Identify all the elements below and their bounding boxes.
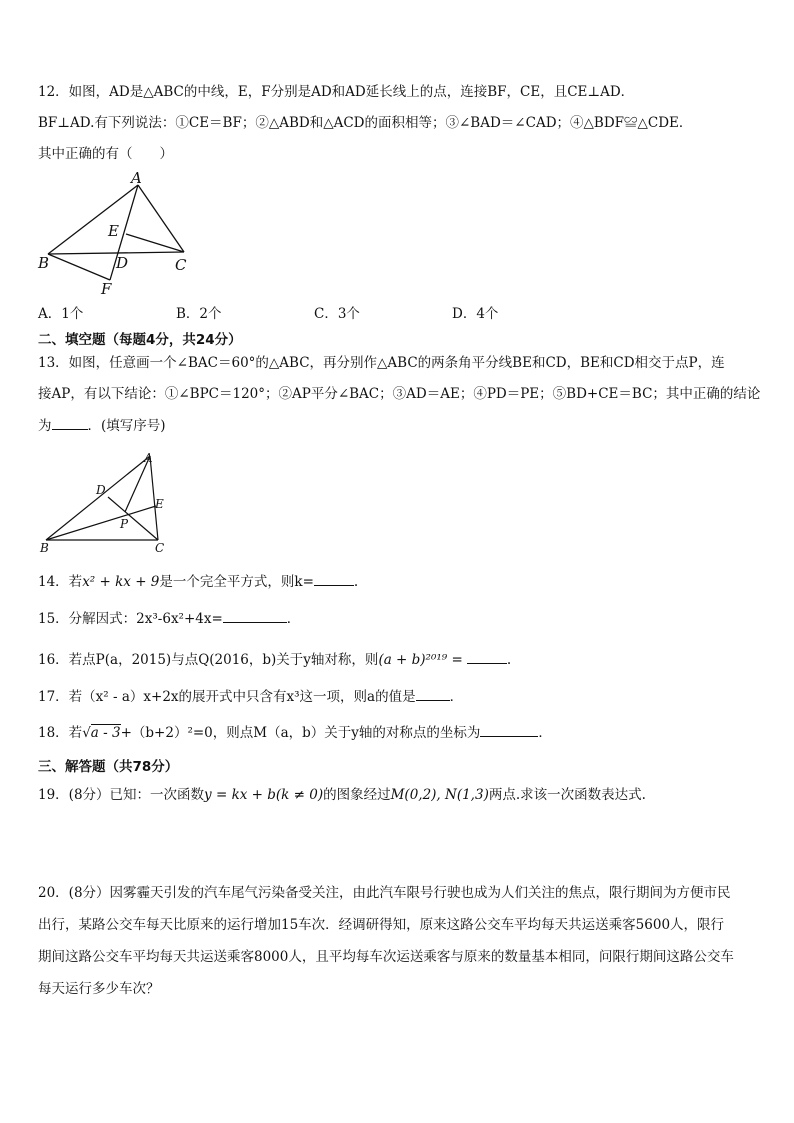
q12-line3: 其中正确的有（ ）	[38, 146, 173, 162]
q19-points: M(0,2), N(1,3)	[390, 787, 489, 803]
q20-line1: 20．(8分）因雾霾天引发的汽车尾气污染备受关注，由此汽车限号行驶也成为人们关注的焦点，限行期间为方便市民	[38, 885, 731, 901]
q15-answer-blank[interactable]	[223, 609, 287, 623]
q19-mid: 的图象经过	[323, 787, 391, 803]
q13-label-E: E	[155, 497, 164, 511]
q12-label-A: A	[131, 170, 142, 187]
q18-radicand: a - 3	[90, 725, 121, 741]
q18-answer-blank[interactable]	[480, 723, 538, 737]
q20-line2: 出行，某路公交车每天比原来的运行增加15车次．经调研得知，原来这路公交车平均每天共运送乘客5600人，限行	[38, 917, 725, 933]
q13-label-A: A	[144, 451, 153, 465]
q13-line2: 接AP，有以下结论：①∠BPC＝120°；②AP平分∠BAC；③AD＝AE；④PD＝PE；⑤BD+CE＝BC；其中正确的结论	[38, 386, 761, 402]
q14	[38, 572, 358, 591]
q12-label-B: B	[38, 254, 50, 272]
q18-mid: +（b+2）²=0，则点M（a，b）关于y轴的对称点的坐标为	[120, 725, 481, 741]
q15-pre: 15．分解因式：2x³-6x²+4x=	[38, 611, 223, 627]
q12-label-E: E	[108, 222, 119, 240]
q18-sqrt: √a - 3	[82, 725, 121, 741]
q15	[38, 609, 300, 628]
q17-post: ．	[449, 689, 464, 705]
q17-pre: 17．若（x² - a）x+2x的展开式中只含有x³这一项，则a的值是	[38, 689, 416, 705]
q19-post: 两点.求该一次函数表达式.	[488, 787, 646, 803]
q16-post: .	[506, 652, 512, 668]
q13-line1: 13．如图，任意画一个∠BAC＝60°的△ABC，再分别作△ABC的两条角平分线BE和CD，BE和CD相交于点P，连	[38, 355, 725, 371]
section-3-heading: 三、解答题（共78分）	[38, 759, 179, 775]
q18	[38, 723, 552, 742]
q16-expression: (a + b)²⁰¹⁹ =	[378, 652, 463, 668]
q13-answer-blank[interactable]	[52, 416, 88, 430]
q16	[38, 650, 511, 669]
q16-answer-blank[interactable]	[467, 650, 507, 664]
q13-label-D: D	[96, 483, 106, 497]
q12-line1: 12．如图，AD是△ABC的中线，E，F分别是AD和AD延长线上的点，连接BF，CE，且CE⊥AD．	[38, 84, 635, 100]
q16-pre: 16．若点P(a，2015)与点Q(2016，b)关于y轴对称，则	[38, 652, 379, 668]
q12-line2: BF⊥AD.有下列说法：①CE＝BF；②△ABD和△ACD的面积相等；③∠BAD＝∠CAD；④△BDF≌△CDE．	[38, 115, 693, 131]
q15-post: ．	[286, 611, 301, 627]
q12-option-c: C．3个	[314, 306, 360, 322]
q12-label-D: D	[116, 254, 129, 272]
q14-answer-blank[interactable]	[314, 572, 354, 586]
q13-label-P: P	[120, 517, 129, 531]
q13-line3-post: ．(填写序号)	[87, 418, 166, 434]
q14-mid: 是一个完全平方式，则k=	[159, 574, 314, 590]
q12-option-d: D．4个	[452, 306, 499, 322]
q20-line4: 每天运行多少车次？	[38, 981, 160, 997]
q14-pre: 14．若	[38, 574, 83, 590]
q14-post: .	[353, 574, 359, 590]
q18-pre: 18．若	[38, 725, 83, 741]
q19	[38, 786, 646, 804]
q12-figure	[36, 170, 206, 298]
q14-expression: x² + kx + 9	[82, 574, 160, 590]
section-2-heading: 二、填空题（每题4分，共24分）	[38, 332, 242, 348]
q12-label-F: F	[101, 280, 112, 298]
q12-label-C: C	[175, 256, 187, 274]
q13-figure	[36, 448, 176, 560]
q18-post: ．	[538, 725, 552, 741]
q17	[38, 687, 463, 706]
q13-line3	[38, 416, 166, 435]
q13-line3-pre: 为	[38, 418, 52, 434]
q19-expression: y = kx + b(k ≠ 0)	[204, 787, 324, 803]
q17-answer-blank[interactable]	[416, 687, 450, 701]
q20-line3: 期间这路公交车平均每天共运送乘客8000人，且平均每车次运送乘客与原来的数量基本相同，问限行期间这路公交车	[38, 949, 734, 965]
q13-label-C: C	[155, 541, 165, 555]
q12-option-b: B．2个	[176, 306, 222, 322]
q13-label-B: B	[40, 541, 49, 555]
q12-option-a: A．1个	[38, 306, 84, 322]
q19-pre: 19．(8分）已知：一次函数	[38, 787, 205, 803]
